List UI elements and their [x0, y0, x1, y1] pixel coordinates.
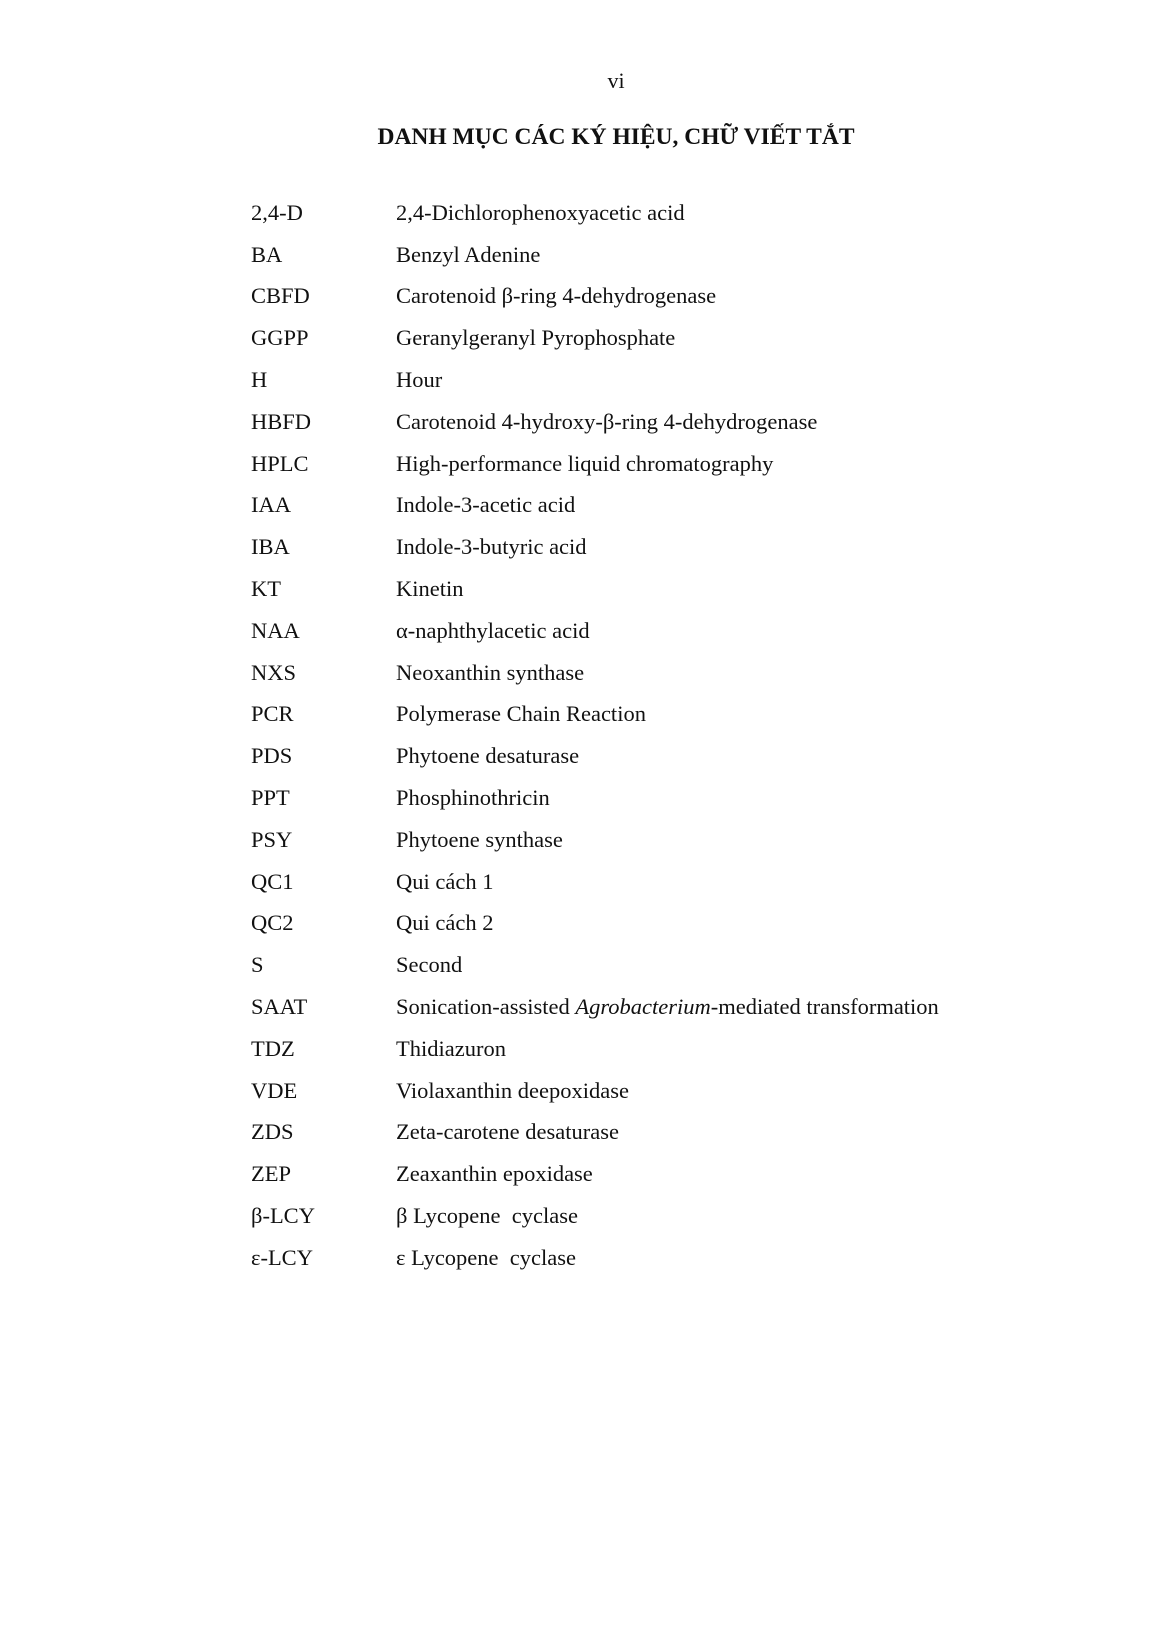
abbreviation-row [251, 568, 939, 610]
abbreviation-definition: Benzyl Adenine [396, 241, 541, 267]
abbreviation-definition: ε Lycopene cyclase [396, 1244, 576, 1270]
definition-text: -mediated transformation [710, 994, 939, 1020]
abbreviation-row [251, 317, 939, 359]
abbreviation-row [251, 903, 939, 945]
abbreviation-definition: Phosphinothricin [396, 785, 550, 811]
abbreviation-term: ZDS [251, 1119, 294, 1145]
abbreviation-term: HBFD [251, 408, 312, 434]
abbreviation-definition: Carotenoid 4-hydroxy-β-ring 4-dehydrogenase [396, 408, 818, 434]
page-number: vi [607, 68, 625, 93]
abbreviation-term: β-LCY [251, 1203, 315, 1229]
abbreviation-row [251, 777, 939, 819]
abbreviation-definition: Qui cách 2 [396, 910, 494, 936]
abbreviation-term: KT [251, 576, 281, 602]
abbreviation-row [251, 401, 939, 443]
abbreviation-row [251, 1028, 939, 1070]
abbreviation-term: HPLC [251, 450, 309, 476]
abbreviation-row [251, 944, 939, 986]
abbreviation-term: PSY [251, 826, 293, 852]
abbreviation-definition: Zeaxanthin epoxidase [396, 1161, 593, 1187]
abbreviation-row [251, 610, 939, 652]
abbreviation-definition: Hour [396, 367, 443, 393]
abbreviation-term: IBA [251, 534, 290, 560]
abbreviation-row [251, 1195, 939, 1237]
abbreviation-definition: Neoxanthin synthase [396, 659, 585, 685]
definition-text: Sonication-assisted [396, 994, 576, 1020]
abbreviation-row [251, 735, 939, 777]
abbreviation-row [251, 526, 939, 568]
abbreviation-definition: Kinetin [396, 576, 464, 602]
abbreviation-definition: High-performance liquid chromatography [396, 450, 774, 476]
abbreviation-term: PCR [251, 701, 294, 727]
abbreviation-row [251, 1237, 939, 1279]
abbreviation-term: CBFD [251, 283, 310, 309]
abbreviation-row [251, 276, 939, 318]
abbreviation-row [251, 443, 939, 485]
abbreviation-definition: Second [396, 952, 463, 978]
abbreviation-definition: Zeta-carotene desaturase [396, 1119, 619, 1145]
abbreviation-term: H [251, 367, 268, 393]
abbreviation-term: TDZ [251, 1035, 295, 1061]
definition-italic-text: Agrobacterium [575, 994, 711, 1020]
abbreviation-row [251, 1153, 939, 1195]
abbreviation-definition: 2,4-Dichlorophenoxyacetic acid [396, 199, 685, 225]
abbreviation-definition: Polymerase Chain Reaction [396, 701, 646, 727]
abbreviation-definition: Phytoene synthase [396, 826, 563, 852]
abbreviation-term: SAAT [251, 994, 308, 1020]
abbreviation-term: GGPP [251, 325, 309, 351]
abbreviation-definition: Geranylgeranyl Pyrophosphate [396, 325, 676, 351]
abbreviation-term: QC1 [251, 868, 294, 894]
abbreviation-row [251, 192, 939, 234]
abbreviation-term: NAA [251, 617, 300, 643]
abbreviation-row [251, 986, 939, 1028]
abbreviation-row [251, 359, 939, 401]
abbreviation-term: IAA [251, 492, 291, 518]
abbreviation-definition: Qui cách 1 [396, 868, 494, 894]
abbreviation-definition: Carotenoid β-ring 4-dehydrogenase [396, 283, 717, 309]
abbreviation-definition: Indole-3-acetic acid [396, 492, 576, 518]
abbreviation-definition: Thidiazuron [396, 1035, 506, 1061]
abbreviation-term: PPT [251, 785, 290, 811]
abbreviation-row [251, 652, 939, 694]
abbreviation-term: PDS [251, 743, 293, 769]
abbreviation-row [251, 234, 939, 276]
abbreviation-term: ZEP [251, 1161, 292, 1187]
abbreviation-row [251, 1112, 939, 1154]
abbreviation-term: BA [251, 241, 283, 267]
abbreviation-term: NXS [251, 659, 297, 685]
abbreviation-row [251, 694, 939, 736]
abbreviation-definition: Phytoene desaturase [396, 743, 580, 769]
abbreviation-definition: Indole-3-butyric acid [396, 534, 587, 560]
abbreviation-definition [396, 994, 939, 1020]
abbreviation-term: VDE [251, 1077, 298, 1103]
abbreviation-definition: α-naphthylacetic acid [396, 617, 590, 643]
abbreviation-term: 2,4-D [251, 199, 303, 225]
page-title: DANH MỤC CÁC KÝ HIỆU, CHỮ VIẾT TẮT [377, 124, 855, 150]
abbreviation-row [251, 1070, 939, 1112]
abbreviation-row [251, 861, 939, 903]
abbreviation-row [251, 485, 939, 527]
abbreviation-list [251, 192, 939, 1279]
abbreviation-term: QC2 [251, 910, 294, 936]
abbreviation-term: S [251, 952, 264, 978]
abbreviation-row [251, 819, 939, 861]
abbreviation-definition: β Lycopene cyclase [396, 1203, 578, 1229]
abbreviation-definition: Violaxanthin deepoxidase [396, 1077, 629, 1103]
abbreviation-term: ε-LCY [251, 1244, 313, 1270]
